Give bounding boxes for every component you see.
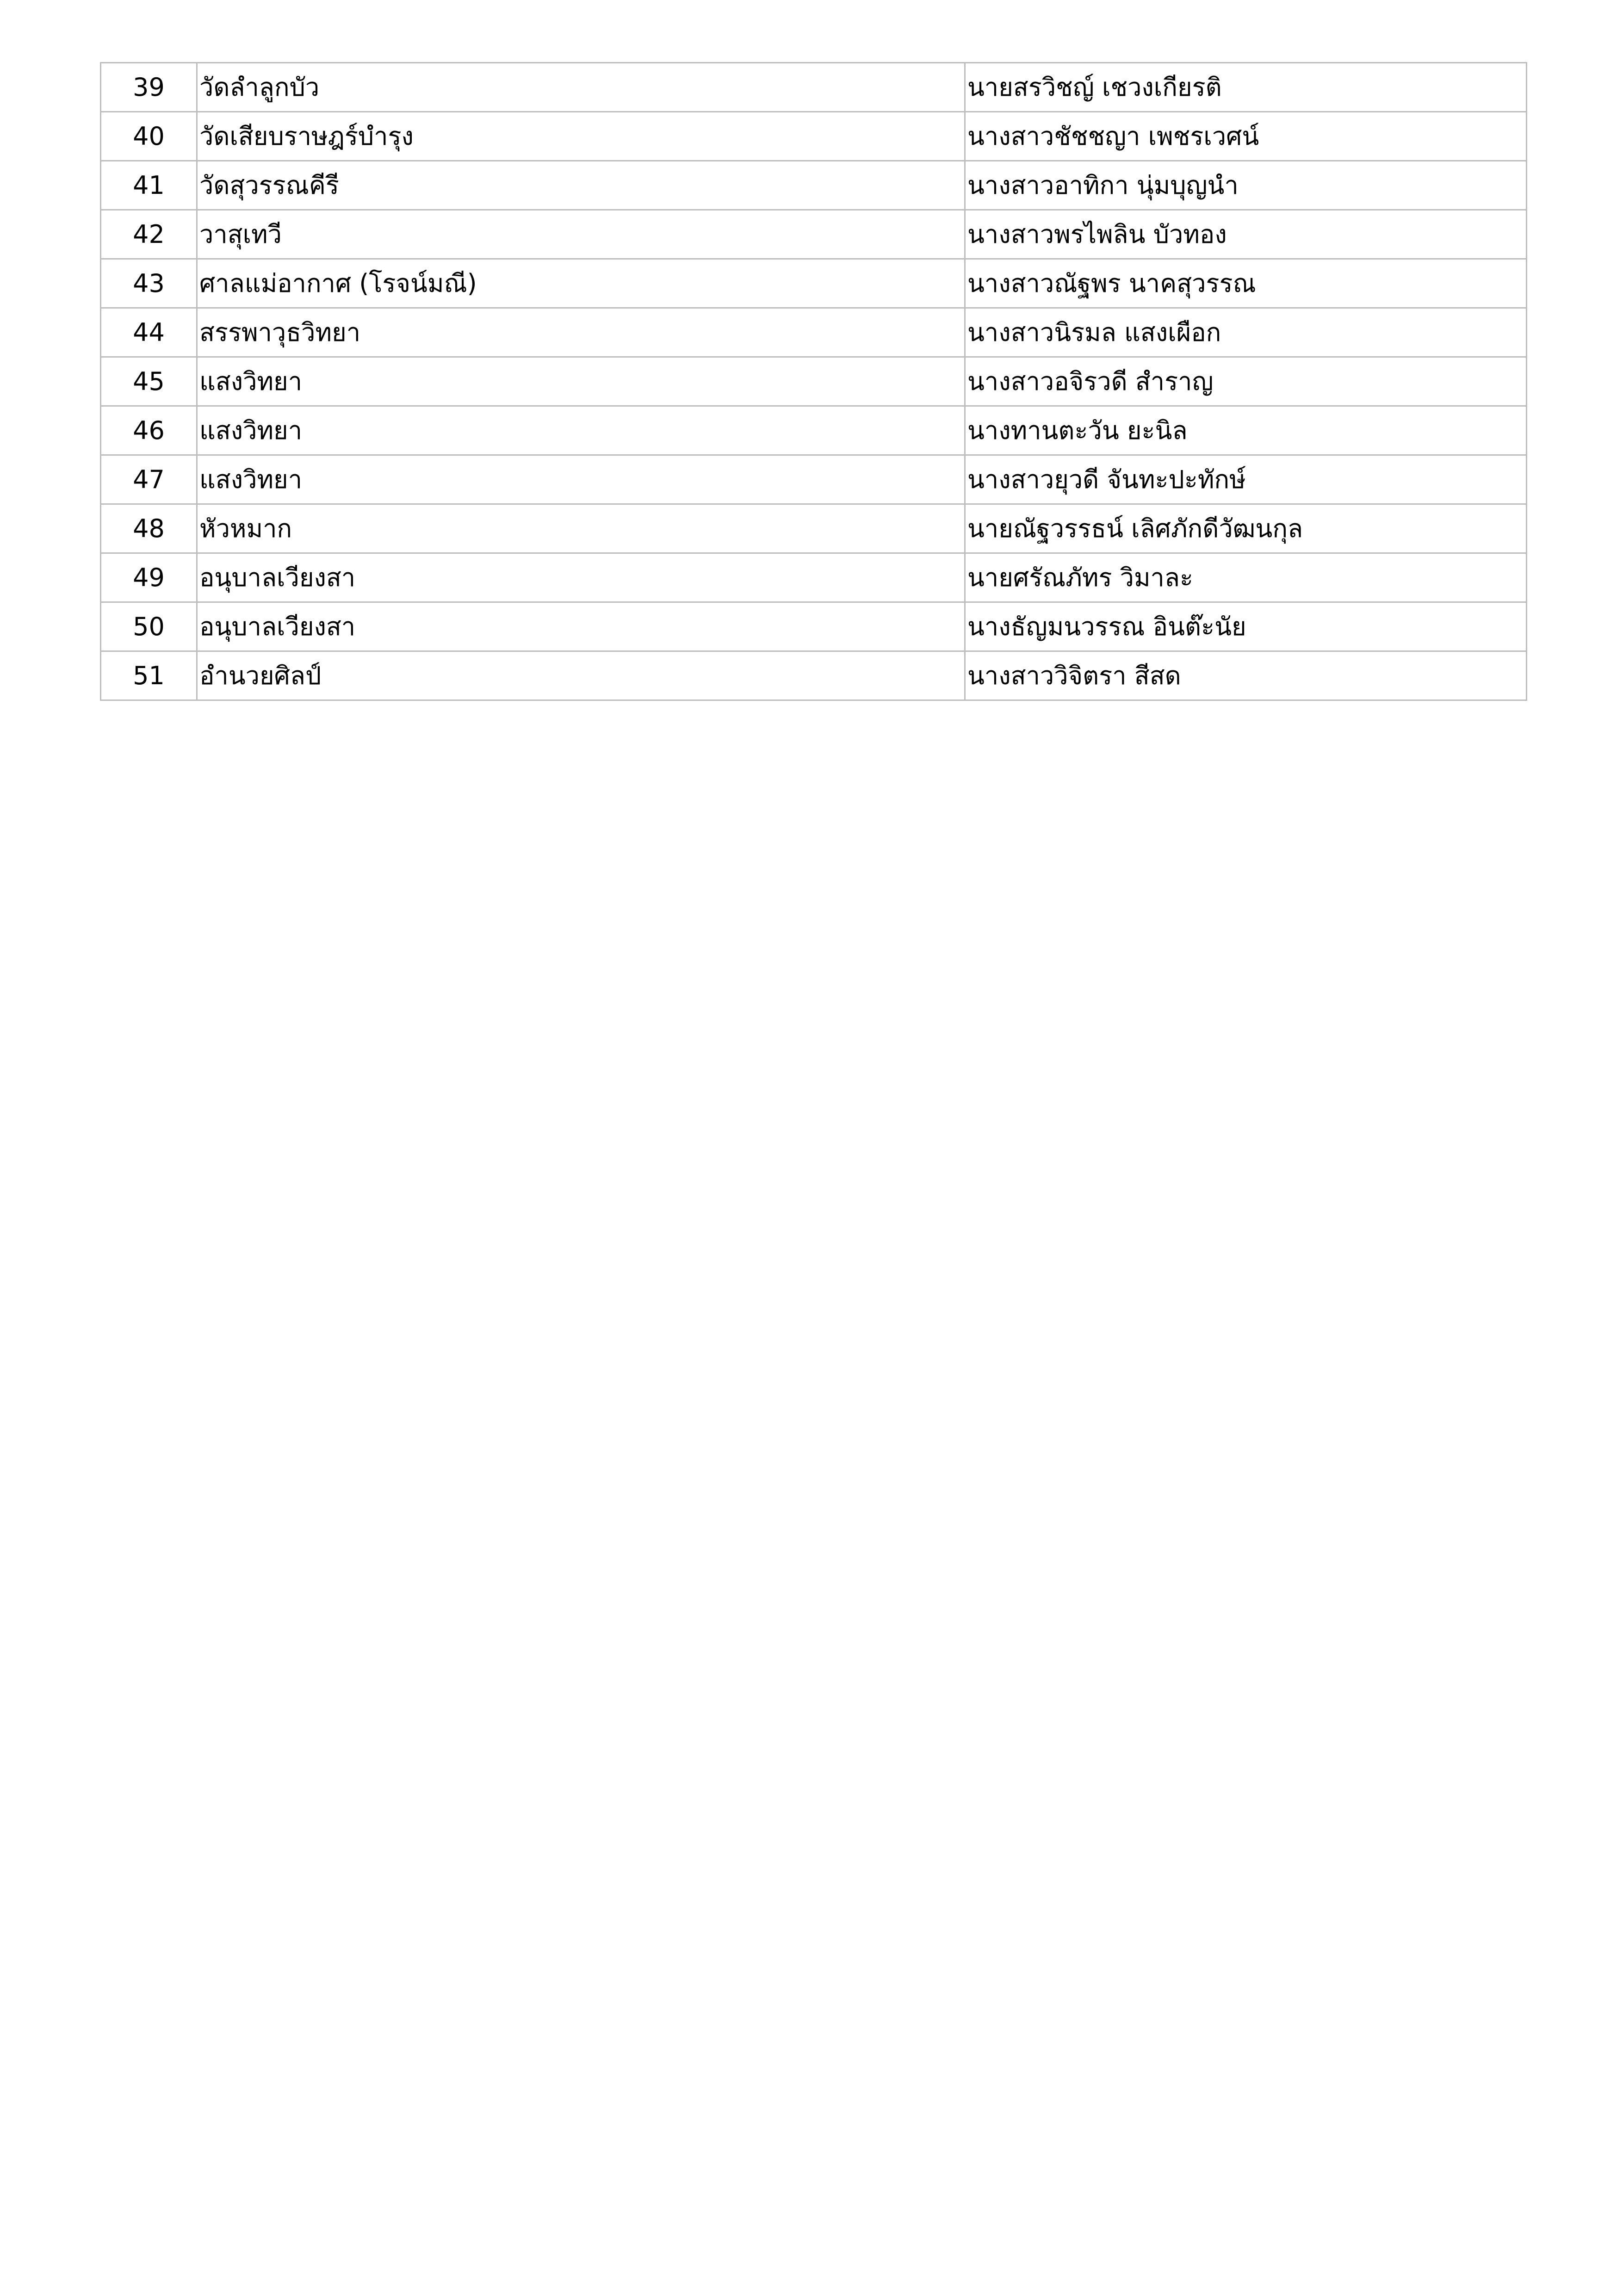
person-name-cell: นายณัฐวรรธน์ เลิศภักดีวัฒนกุล xyxy=(965,504,1527,553)
person-name-cell: นางทานตะวัน ยะนิล xyxy=(965,406,1527,455)
person-name-cell: นายศรัณภัทร วิมาละ xyxy=(965,553,1527,602)
table-row xyxy=(101,112,1527,161)
table-row xyxy=(101,357,1527,406)
row-number-cell: 47 xyxy=(101,455,197,504)
school-name-cell: แสงวิทยา xyxy=(197,357,965,406)
row-number-cell: 39 xyxy=(101,63,197,112)
row-number-cell: 45 xyxy=(101,357,197,406)
person-name-cell: นางธัญมนวรรณ อินต๊ะนัย xyxy=(965,602,1527,651)
school-name-cell: วาสุเทวี xyxy=(197,210,965,259)
table-row xyxy=(101,161,1527,210)
table-row xyxy=(101,602,1527,651)
person-name-cell: นางสาวนิรมล แสงเผือก xyxy=(965,308,1527,357)
table-row xyxy=(101,210,1527,259)
row-number-cell: 40 xyxy=(101,112,197,161)
table-row xyxy=(101,455,1527,504)
school-name-cell: สรรพาวุธวิทยา xyxy=(197,308,965,357)
row-number-cell: 49 xyxy=(101,553,197,602)
row-number-cell: 46 xyxy=(101,406,197,455)
person-name-cell: นางสาวพรไพลิน บัวทอง xyxy=(965,210,1527,259)
table-row xyxy=(101,308,1527,357)
person-name-cell: นางสาวอาทิกา นุ่มบุญนำ xyxy=(965,161,1527,210)
row-number-cell: 42 xyxy=(101,210,197,259)
row-number-cell: 44 xyxy=(101,308,197,357)
person-name-cell: นางสาวยุวดี จันทะปะทักษ์ xyxy=(965,455,1527,504)
row-number-cell: 50 xyxy=(101,602,197,651)
school-name-cell: อนุบาลเวียงสา xyxy=(197,602,965,651)
person-name-cell: นายสรวิชญ์ เชวงเกียรติ xyxy=(965,63,1527,112)
school-name-cell: แสงวิทยา xyxy=(197,406,965,455)
person-name-cell: นางสาวชัชชญา เพชรเวศน์ xyxy=(965,112,1527,161)
school-name-cell: อนุบาลเวียงสา xyxy=(197,553,965,602)
school-name-cell: วัดลำลูกบัว xyxy=(197,63,965,112)
roster-table-body xyxy=(101,63,1527,700)
row-number-cell: 48 xyxy=(101,504,197,553)
row-number-cell: 41 xyxy=(101,161,197,210)
table-row xyxy=(101,651,1527,700)
school-name-cell: แสงวิทยา xyxy=(197,455,965,504)
row-number-cell: 51 xyxy=(101,651,197,700)
roster-table xyxy=(100,62,1527,701)
table-row xyxy=(101,63,1527,112)
school-name-cell: วัดเสียบราษฎร์บำรุง xyxy=(197,112,965,161)
table-row xyxy=(101,406,1527,455)
row-number-cell: 43 xyxy=(101,259,197,308)
person-name-cell: นางสาวอจิรวดี สำราญ xyxy=(965,357,1527,406)
person-name-cell: นางสาววิจิตรา สีสด xyxy=(965,651,1527,700)
school-name-cell: วัดสุวรรณคีรี xyxy=(197,161,965,210)
table-row xyxy=(101,504,1527,553)
school-name-cell: ศาลแม่อากาศ (โรจน์มณี) xyxy=(197,259,965,308)
person-name-cell: นางสาวณัฐพร นาคสุวรรณ xyxy=(965,259,1527,308)
school-name-cell: หัวหมาก xyxy=(197,504,965,553)
school-name-cell: อำนวยศิลป์ xyxy=(197,651,965,700)
table-row xyxy=(101,259,1527,308)
table-row xyxy=(101,553,1527,602)
